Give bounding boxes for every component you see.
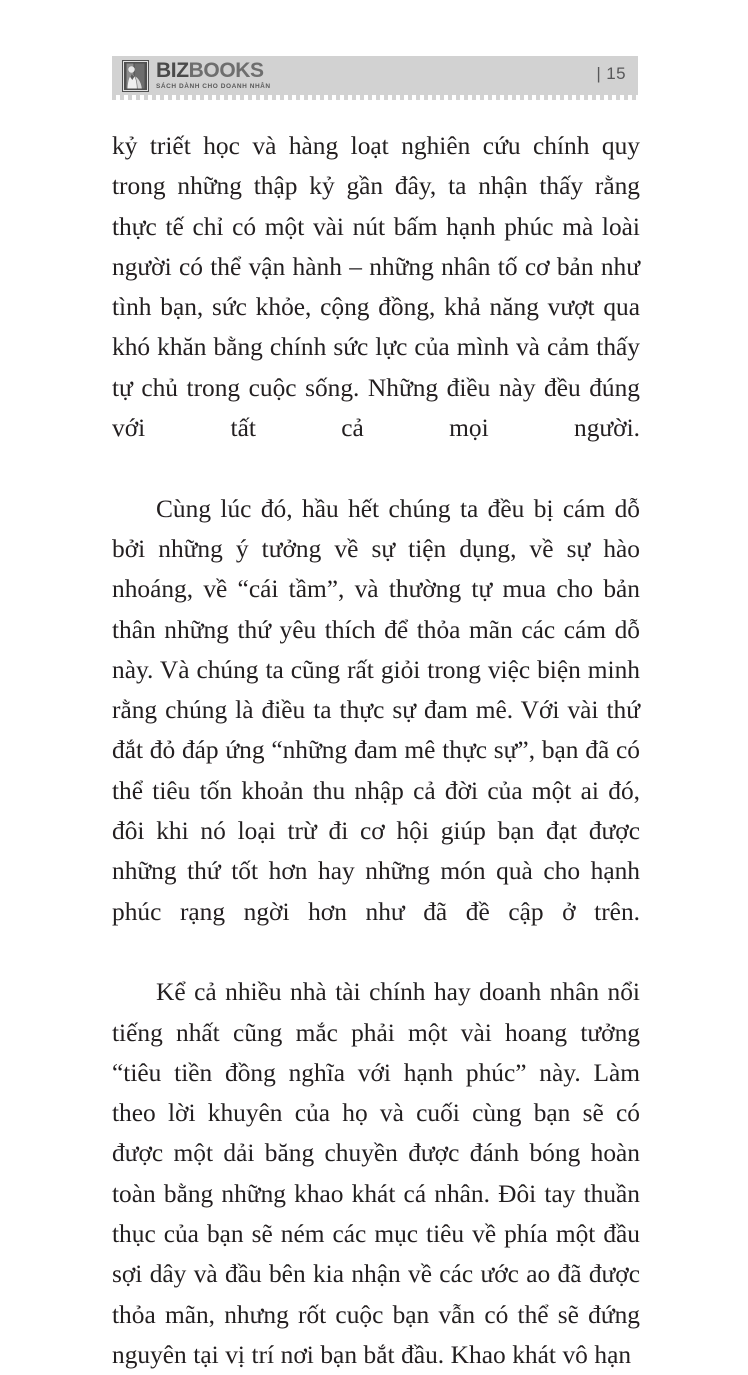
page-body-text [112, 126, 640, 1375]
bizbooks-wordmark [156, 61, 271, 81]
bizbooks-book-emblem [122, 60, 149, 92]
page-number: | 15 [596, 64, 626, 83]
bizbooks-tagline: SÁCH DÀNH CHO DOANH NHÂN [156, 83, 271, 90]
bizbooks-logo [122, 60, 271, 92]
page-header-band [112, 56, 638, 95]
logo-word-books: BOOKS [188, 59, 264, 82]
paragraph-1: kỷ triết học và hàng loạt nghiên cứu chính quy trong những thập kỷ gần đây, ta nhận thấy rằng thực tế chỉ có một vài nút bấm hạnh phúc mà loài người có thể vận hành – những nhân tố cơ bản như tình bạn, sức khỏe, cộng đồng, khả năng vượt qua khó khăn bằng chính sức lực của mình và cảm thấy tự chủ trong cuộc sống. Những điều này đều đúng với tất cả mọi người. [112, 132, 640, 443]
header-perforated-edge [112, 95, 638, 100]
paragraph-2: Cùng lúc đó, hầu hết chúng ta đều bị cám dỗ bởi những ý tưởng về sự tiện dụng, về sự hào nhoáng, về “cái tầm”, và thường tự mua cho bản thân những thứ yêu thích để thỏa mãn các cám dỗ này. Và chúng ta cũng rất giỏi trong việc biện minh rằng chúng là điều ta thực sự đam mê. Với vài thứ đắt đỏ đáp ứng “những đam mê thực sự”, bạn đã có thể tiêu tốn khoản thu nhập cả đời của một ai đó, đôi khi nó loại trừ đi cơ hội giúp bạn đạt được những thứ tốt hơn hay những món quà cho hạnh phúc rạng ngời hơn như đã đề cập ở trên. [112, 494, 640, 926]
paragraph-3: Kể cả nhiều nhà tài chính hay doanh nhân nổi tiếng nhất cũng mắc phải một vài hoang tưởng “tiêu tiền đồng nghĩa với hạnh phúc” này. Làm theo lời khuyên của họ và cuối cùng bạn sẽ có được một dải băng chuyền được đánh bóng hoàn toàn bằng những khao khát cá nhân. Đôi tay thuần thục của bạn sẽ ném các mục tiêu về phía một đầu sợi dây và đầu bên kia nhận về các ước ao đã được thỏa mãn, nhưng rốt cuộc bạn vẫn có thể sẽ đứng nguyên tại vị trí nơi bạn bắt đầu. Khao khát vô hạn [112, 978, 640, 1369]
bizbooks-logo-text [156, 60, 271, 91]
logo-word-biz: BIZ [156, 59, 189, 82]
